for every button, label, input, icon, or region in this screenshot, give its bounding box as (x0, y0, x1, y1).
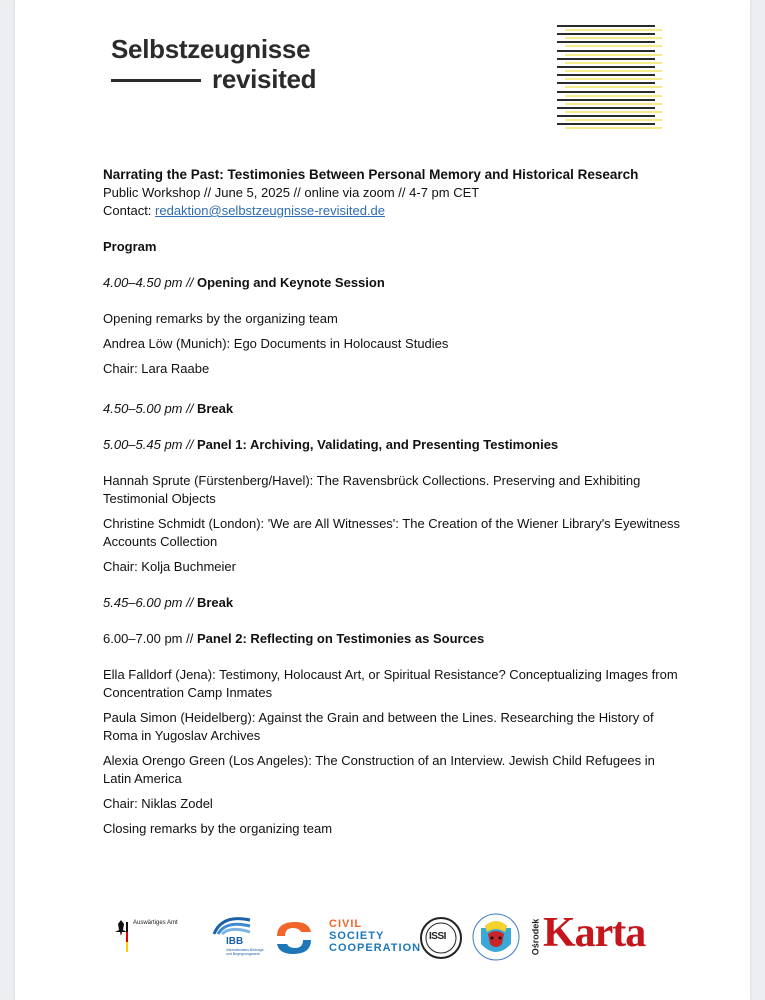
contact-label: Contact: (103, 203, 156, 218)
workshop-title: Narrating the Past: Testimonies Between Personal Memory and Historical Research (103, 167, 639, 182)
document-page (15, 0, 750, 1000)
stripe-dark (557, 33, 655, 35)
program-item: Alexia Orengo Green (Los Angeles): The Construction of an Interview. Jewish Child Refugees in Latin America (103, 753, 655, 786)
osrodek-text: Ośrodek (530, 918, 541, 956)
ibb-wave-icon (212, 912, 252, 936)
session-time: 5.45–6.00 pm // (103, 595, 194, 610)
stripe-dark (557, 74, 655, 76)
stripe-dark (557, 107, 655, 109)
stripe-dark (557, 66, 655, 68)
session-title: Opening and Keynote Session (196, 275, 385, 290)
eagle-flag-icon (113, 918, 129, 956)
session-title: Panel 1: Archiving, Validating, and Presenting Testimonies (196, 437, 559, 452)
session-time: 5.00–5.45 pm // (103, 437, 194, 452)
project-logo (111, 36, 316, 92)
civil-society-logo (271, 918, 422, 962)
stripe-dark (557, 50, 655, 52)
stripe-dark (557, 25, 655, 27)
session-title: Break (196, 401, 234, 416)
session-header (103, 594, 683, 612)
logo-line-1: Selbstzeugnisse (111, 34, 311, 64)
auswaertiges-amt-logo (113, 918, 193, 958)
stripe-yellow (565, 95, 662, 97)
stripe-dark (557, 41, 655, 43)
auswaertiges-amt-text: Auswärtiges Amt (133, 920, 178, 926)
stripe-dark (557, 115, 655, 117)
stripe-yellow (565, 86, 662, 88)
ibb-text: IBB (226, 936, 244, 947)
program-item: Chair: Kolja Buchmeier (103, 559, 236, 574)
program-heading: Program (103, 239, 157, 254)
civil-society-word-1: CIVIL (329, 918, 363, 930)
program-item: Andrea Löw (Munich): Ego Documents in Holocaust Studies (103, 336, 449, 351)
stripe-dark (557, 82, 655, 84)
session-time: 6.00–7.00 pm // (103, 631, 194, 646)
contact-line (103, 202, 683, 220)
program-item: Ella Falldorf (Jena): Testimony, Holocaust Art, or Spiritual Resistance? Conceptualizing Images from Concentration Camp Inmates (103, 667, 678, 700)
session-header (103, 630, 683, 648)
stripe-yellow (565, 119, 662, 121)
stripe-yellow (565, 78, 662, 80)
stripe-yellow (565, 111, 662, 113)
program-item: Chair: Lara Raabe (103, 361, 210, 376)
program-item: Hannah Sprute (Fürstenberg/Havel): The Ravensbrück Collections. Preserving and Exhibiting Testimonial Objects (103, 473, 641, 506)
program-item: Opening remarks by the organizing team (103, 311, 338, 326)
contact-email-link[interactable]: redaktion@selbstzeugnisse-revisited.de (155, 203, 386, 218)
striped-graphic (557, 25, 662, 137)
civil-society-word-3: COOPERATION (329, 942, 422, 954)
logo-line-2: revisited (212, 64, 317, 94)
karta-logo (527, 910, 667, 964)
program-content (103, 166, 683, 838)
stripe-dark (557, 123, 655, 125)
session-header (103, 274, 683, 292)
stripe-yellow (565, 45, 662, 47)
logo-dash (111, 79, 201, 82)
issi-logo (419, 916, 463, 960)
stripe-dark (557, 99, 655, 101)
program-item: Chair: Niklas Zodel (103, 796, 213, 811)
session-header (103, 436, 683, 454)
program-item: Paula Simon (Heidelberg): Against the Grain and between the Lines. Researching the History of Roma in Yugoslav Archives (103, 710, 654, 743)
stripe-yellow (565, 62, 662, 64)
stripe-yellow (565, 54, 662, 56)
sponsor-logos (113, 910, 673, 970)
session-title: Panel 2: Reflecting on Testimonies as Sources (196, 631, 485, 646)
program-item: Closing remarks by the organizing team (103, 821, 333, 836)
ibb-logo (210, 912, 265, 966)
stripe-yellow (565, 127, 662, 129)
stripe-yellow (565, 29, 662, 31)
bull-crest-icon (471, 910, 521, 966)
session-title: Break (196, 595, 234, 610)
session-time: 4.00–4.50 pm // (103, 275, 194, 290)
ibb-subtext: Internationales Bildungs- und Begegnungswerk (226, 948, 265, 956)
program-item: Christine Schmidt (London): 'We are All Witnesses': The Creation of the Wiener Library's Eyewitness Accounts Collection (103, 516, 681, 549)
issi-text: ISSI (429, 931, 446, 942)
civil-society-swirl-icon (271, 918, 317, 958)
civil-society-word-2: SOCIETY (329, 930, 385, 942)
crest-logo (471, 910, 521, 966)
stripe-yellow (565, 37, 662, 39)
session-time: 4.50–5.00 pm // (103, 401, 194, 416)
stripe-yellow (565, 103, 662, 105)
session-header (103, 400, 683, 418)
karta-text: Karta (543, 910, 646, 956)
workshop-subtitle: Public Workshop // June 5, 2025 // online via zoom // 4-7 pm CET (103, 185, 480, 200)
stripe-dark (557, 58, 655, 60)
stripe-dark (557, 91, 655, 93)
stripe-yellow (565, 70, 662, 72)
